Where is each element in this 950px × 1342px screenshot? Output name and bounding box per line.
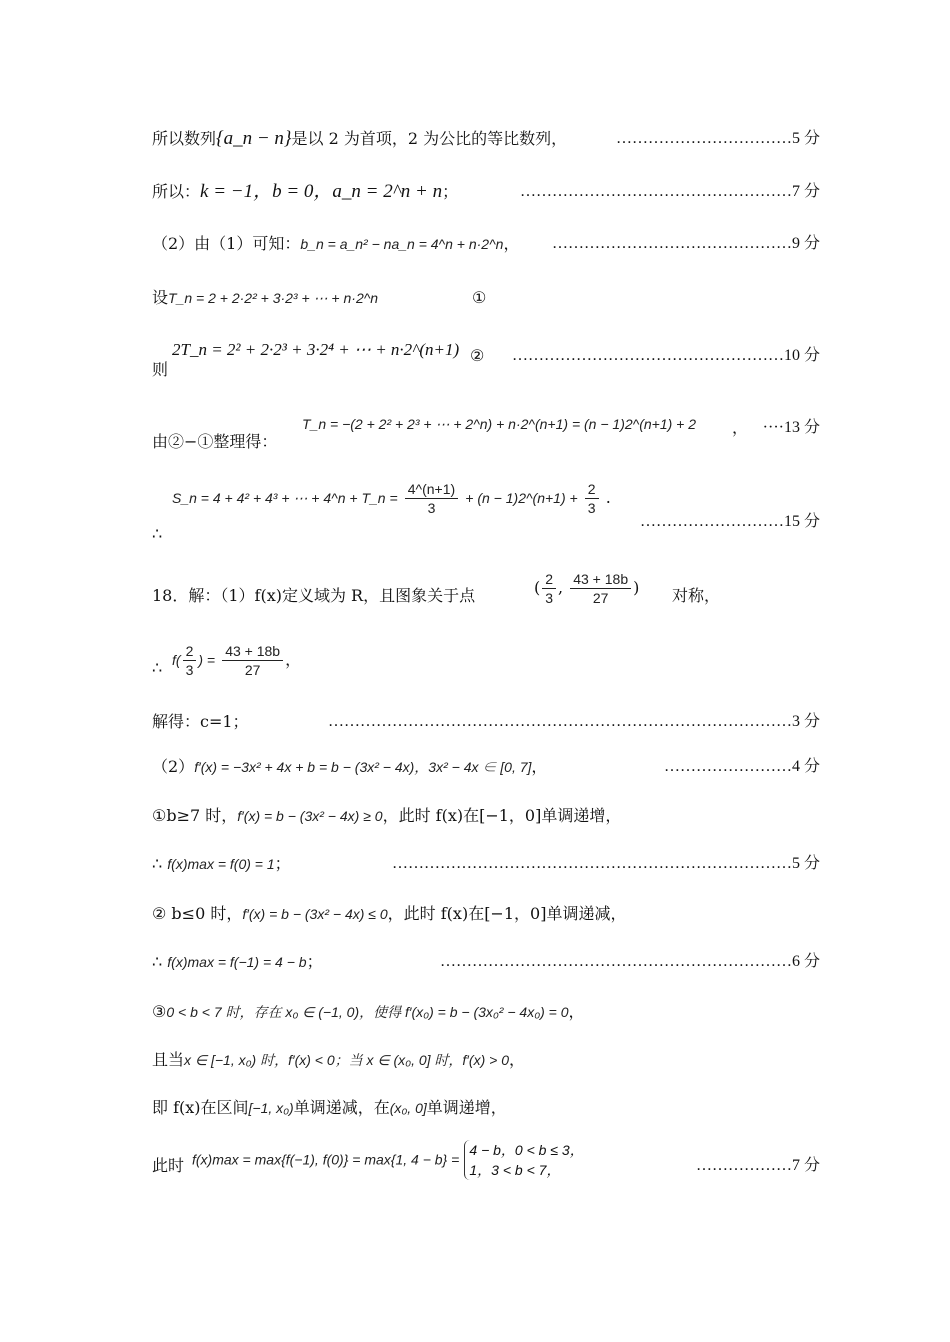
text: 所以：: [152, 182, 201, 201]
line-3: [152, 232, 820, 256]
math-expr: T_n = −(2 + 2² + 2³ + ⋯ + 2^n) + n·2^(n+1) = (n − 1)2^(n+1) + 2: [302, 416, 697, 432]
line-11: [152, 755, 820, 779]
piecewise-cases: [464, 1140, 583, 1180]
math-expr: {a_n − n}: [216, 128, 292, 149]
text: ③: [152, 1002, 167, 1021]
numerator: 43 + 18b: [222, 642, 283, 661]
text: ∴: [152, 854, 163, 873]
case-2: 1，3 < b < 7，: [469, 1162, 561, 1178]
math-expr: (x₀, 0]: [389, 1100, 427, 1116]
score: ………………………15 分: [639, 513, 820, 530]
text: ，此时 f(x)在[−1，0]单调递减，: [387, 904, 627, 923]
line-4: [152, 286, 820, 310]
denominator: 27: [592, 590, 609, 606]
fraction: [222, 642, 283, 679]
score: ……………………………………………………………………………3 分: [327, 713, 820, 730]
math-expr: f(x)max = f(0) = 1: [167, 856, 275, 872]
numerator: 2: [542, 570, 556, 589]
line-17: [152, 1048, 820, 1072]
math-expr: f′(x) = b − (3x² − 4x) ≤ 0: [242, 906, 388, 922]
math-block: [192, 1140, 584, 1180]
text: 18．解：（1）f(x)定义域为 R，且图象关于点: [152, 586, 476, 605]
math-expr: f(x)max = f(−1) = 4 − b: [167, 954, 307, 970]
math-block: [172, 480, 611, 517]
text: ∴: [152, 524, 163, 543]
math-expr: f(: [172, 652, 181, 668]
text: 单调递增，: [426, 1098, 507, 1117]
text: ；: [274, 854, 291, 873]
score: …………………………………………………………………5 分: [391, 855, 820, 872]
equation-marker: ①: [472, 288, 487, 307]
fraction: [585, 480, 599, 517]
line-15: [152, 950, 820, 974]
text: ；: [442, 182, 459, 201]
numerator: 2: [585, 480, 599, 499]
line-5: [152, 340, 820, 384]
text: 是以 2 为首项，2 为公比的等比数列，: [291, 129, 568, 148]
text: 所以数列: [152, 129, 217, 148]
case-1: 4 − b，0 < b ≤ 3，: [469, 1142, 584, 1158]
math-expr: T_n = 2 + 2·2² + 3·2³ + ⋯ + n·2^n: [168, 290, 379, 306]
text: ，: [568, 1002, 585, 1021]
line-10: [152, 710, 820, 734]
line-2: [152, 180, 820, 204]
math-expr: + (n − 1)2^(n+1) +: [465, 490, 578, 506]
math-expr: k = −1，b = 0，a_n = 2^n + n: [200, 181, 443, 202]
line-8: [152, 570, 820, 624]
line-1: [152, 127, 820, 151]
text: ，此时 f(x)在[−1，0]单调递增，: [382, 806, 622, 825]
line-16: [152, 1000, 820, 1024]
score: ……………………………………………10 分: [511, 347, 820, 364]
denominator: 3: [587, 500, 596, 516]
math-expr: ) =: [198, 652, 216, 668]
numerator: 2: [183, 642, 197, 661]
math-expr: [−1, x₀): [248, 1100, 294, 1116]
math-expr: S_n = 4 + 4² + 4³ + ⋯ + 4^n + T_n =: [172, 490, 398, 506]
text: 单调递减，在: [293, 1098, 390, 1117]
text: ，: [503, 234, 520, 253]
line-9: [152, 642, 820, 692]
score: ……………………………………………7 分: [519, 183, 820, 200]
numerator: 4^(n+1): [405, 480, 458, 499]
math-expr: x ∈ [−1, x₀) 时，f′(x) < 0；当 x ∈ (x₀, 0] 时，f′(x) > 0: [184, 1052, 510, 1068]
score: ………………7 分: [695, 1157, 820, 1174]
score: ………………………………………9 分: [551, 235, 820, 252]
text: 解得：c=1；: [152, 712, 249, 731]
fraction: [542, 570, 556, 607]
text: ，: [285, 650, 302, 669]
fraction: [405, 480, 458, 517]
text: 设: [152, 288, 169, 307]
text: ② b≤0 时，: [152, 904, 243, 923]
numerator: 43 + 18b: [570, 570, 631, 589]
text: .: [605, 488, 611, 507]
text: ，: [531, 757, 548, 776]
math-expr: b_n = a_n² − na_n = 4^n + n·2^n: [300, 236, 504, 252]
line-12: [152, 804, 820, 828]
score: ····13 分: [762, 419, 820, 436]
point-coords: ( $\frac{2}{3}$ , $\frac{43 + 18b}{27}$ ): [534, 571, 640, 606]
line-6: [152, 412, 820, 456]
math-expr: f′(x) = −3x² + 4x + b = b − (3x² − 4x)，3x² − 4x ∈ [0, 7]: [194, 759, 532, 775]
score: ……………………………5 分: [615, 130, 820, 147]
fraction: [183, 642, 197, 679]
text: 即 f(x)在区间: [152, 1098, 249, 1117]
score: ……………………4 分: [663, 758, 820, 775]
text: ，: [509, 1050, 526, 1069]
equation-marker: ②: [470, 346, 485, 365]
text: 则: [152, 360, 169, 379]
denominator: 27: [244, 662, 261, 678]
line-7: [152, 478, 820, 542]
denominator: 3: [185, 662, 194, 678]
math-block: [172, 642, 301, 679]
text: （2）: [152, 757, 195, 776]
math-expr: f′(x) = b − (3x² − 4x) ≥ 0: [237, 808, 383, 824]
line-13: [152, 852, 820, 876]
fraction: [570, 570, 631, 607]
text: 此时: [152, 1156, 185, 1175]
text: 由②−①整理得：: [152, 432, 278, 451]
text: ；: [306, 952, 323, 971]
math-expr: 2T_n = 2² + 2·2³ + 3·2⁴ + ⋯ + n·2^(n+1): [172, 340, 460, 359]
text: （2）由（1）可知：: [152, 234, 301, 253]
denominator: 3: [427, 500, 436, 516]
math-expr: 0 < b < 7 时，存在 x₀ ∈ (−1, 0)，使得 f′(x₀) = b − (3x₀² − 4x₀) = 0: [166, 1004, 569, 1020]
text: ∴: [152, 952, 163, 971]
denominator: 3: [545, 590, 554, 606]
line-19: [152, 1140, 820, 1188]
line-14: [152, 902, 820, 926]
text: ∴: [152, 658, 163, 677]
text: 且当: [152, 1050, 185, 1069]
score: …………………………………………………………6 分: [439, 953, 820, 970]
math-expr: f(x)max = max{f(−1), f(0)} = max{1, 4 − b} =: [192, 1151, 460, 1168]
line-18: [152, 1096, 820, 1120]
text: ①b≥7 时，: [152, 806, 238, 825]
text: 对称，: [672, 586, 721, 605]
text: ，: [732, 418, 749, 437]
